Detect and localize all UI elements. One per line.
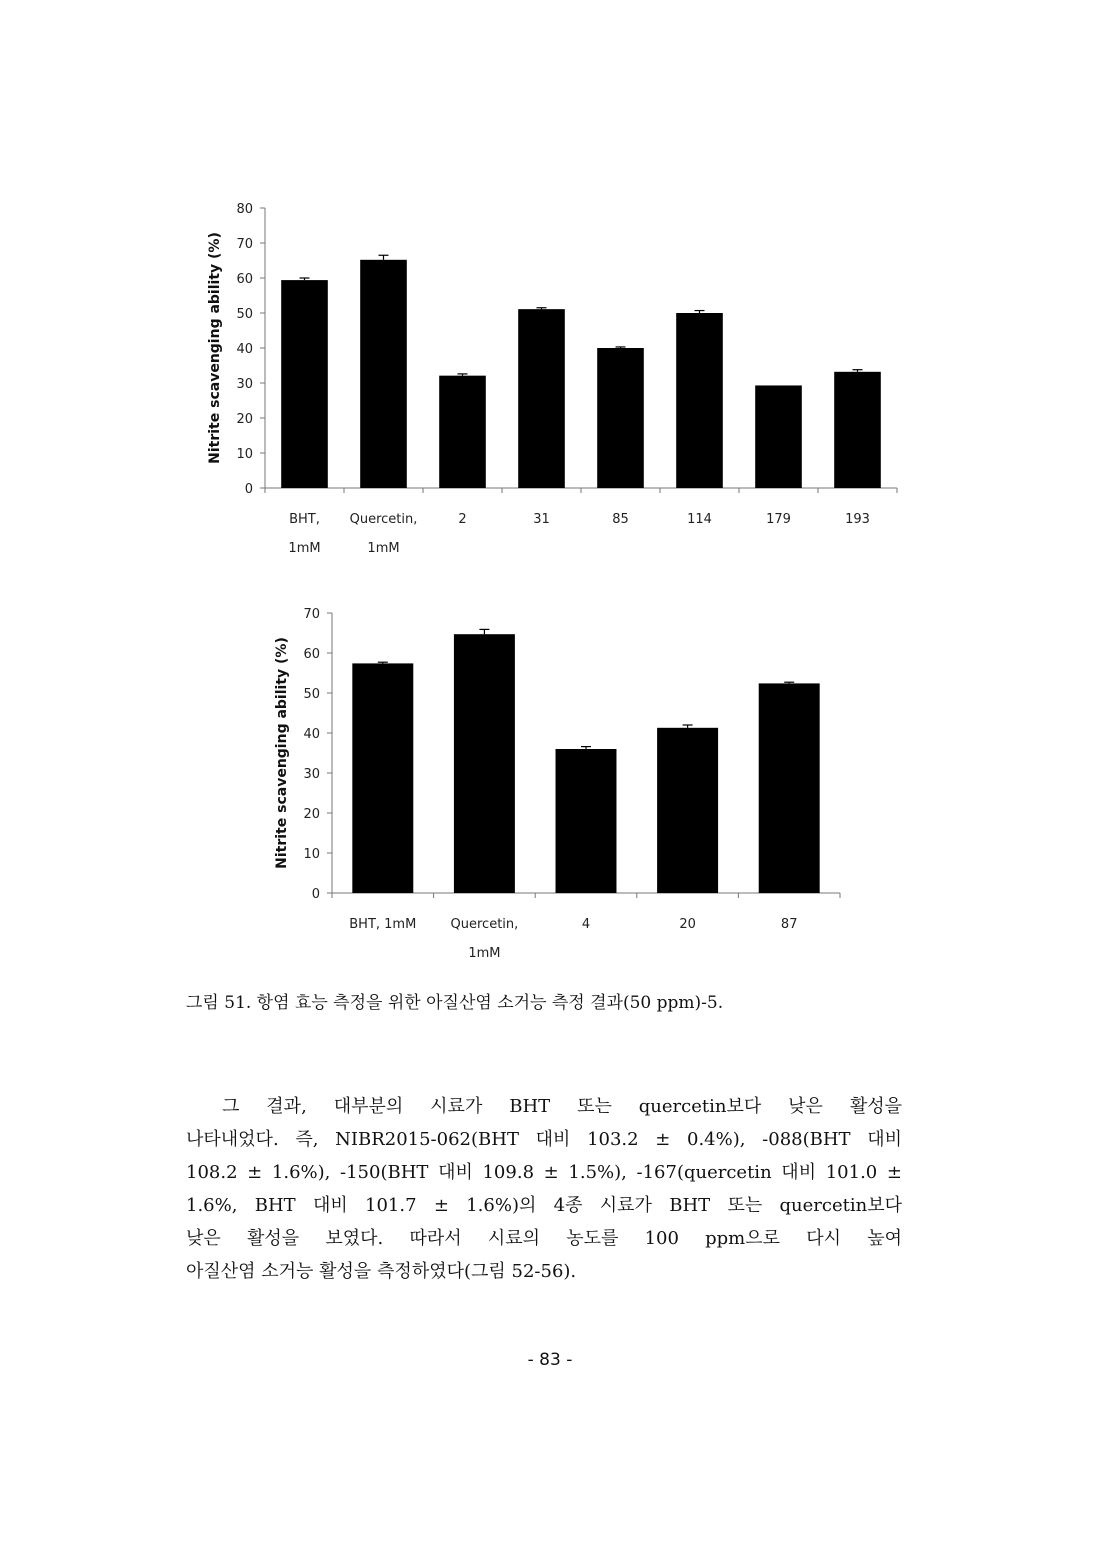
x-tick-label: Quercetin, — [349, 512, 418, 527]
x-tick-label: 2 — [458, 512, 467, 527]
bar — [352, 663, 413, 893]
y-tick-label: 60 — [303, 647, 320, 662]
y-axis-title: Nitrite scavenging ability (%) — [274, 637, 290, 869]
x-tick-label: BHT, 1mM — [349, 917, 417, 932]
y-tick-label: 80 — [236, 202, 253, 217]
bar — [281, 280, 328, 488]
bar-chart-1-svg — [195, 190, 905, 560]
y-tick-label: 20 — [303, 807, 320, 822]
x-tick-label: 31 — [533, 512, 550, 527]
bar — [518, 309, 565, 488]
bar — [676, 313, 723, 488]
bar — [360, 260, 407, 488]
paragraph-line: 낮은 활성을 보였다. 따라서 시료의 농도를 100 ppm으로 다시 높여 — [186, 1228, 902, 1249]
y-tick-label: 50 — [236, 307, 253, 322]
x-tick-label: 1mM — [468, 946, 501, 961]
y-tick-label: 60 — [236, 272, 253, 287]
y-axis-title: Nitrite scavenging ability (%) — [207, 232, 223, 464]
x-tick-label: 87 — [780, 917, 798, 932]
x-tick-label: 4 — [581, 917, 591, 932]
body-paragraph — [186, 1090, 902, 1288]
y-tick-label: 50 — [303, 687, 320, 702]
bar — [439, 376, 486, 488]
y-tick-label: 70 — [303, 607, 320, 622]
x-tick-label: 1mM — [367, 541, 400, 556]
bar-chart-2 — [262, 596, 847, 970]
y-tick-label: 0 — [311, 887, 320, 902]
y-tick-label: 20 — [236, 412, 253, 427]
y-tick-label: 40 — [303, 727, 320, 742]
paragraph-line: 나타내었다. 즉, NIBR2015-062(BHT 대비 103.2 ± 0.4%), -088(BHT 대비 — [186, 1129, 902, 1150]
x-tick-label: 85 — [612, 512, 629, 527]
bar-chart-2-svg — [262, 596, 847, 966]
y-tick-label: 10 — [236, 447, 253, 462]
y-tick-label: 30 — [303, 767, 320, 782]
x-tick-label: BHT, — [289, 512, 320, 527]
figure-caption: 그림 51. 항염 효능 측정을 위한 아질산염 소거능 측정 결과(50 ppm)-5. — [186, 993, 724, 1013]
paragraph-line: 아질산염 소거능 활성을 측정하였다(그림 52-56). — [186, 1261, 577, 1282]
y-tick-label: 0 — [244, 482, 253, 497]
x-tick-label: Quercetin, — [450, 917, 519, 932]
paragraph-line: 그 결과, 대부분의 시료가 BHT 또는 quercetin보다 낮은 활성을 — [222, 1096, 902, 1117]
y-tick-label: 10 — [303, 847, 320, 862]
page-number: - 83 - — [527, 1350, 573, 1370]
bar — [657, 728, 718, 893]
paragraph-line: 108.2 ± 1.6%), -150(BHT 대비 109.8 ± 1.5%), -167(quercetin 대비 101.0 ± — [186, 1162, 902, 1183]
x-tick-label: 193 — [845, 512, 870, 527]
bar — [834, 372, 881, 488]
bar — [759, 683, 820, 893]
bar — [556, 749, 617, 893]
x-tick-label: 1mM — [288, 541, 321, 556]
x-tick-label: 179 — [766, 512, 791, 527]
bar — [755, 385, 802, 488]
x-tick-label: 20 — [679, 917, 696, 932]
paragraph-line: 1.6%, BHT 대비 101.7 ± 1.6%)의 4종 시료가 BHT 또는 quercetin보다 — [186, 1195, 902, 1216]
y-tick-label: 70 — [236, 237, 253, 252]
y-tick-label: 40 — [236, 342, 253, 357]
y-tick-label: 30 — [236, 377, 253, 392]
bar — [454, 634, 515, 893]
bar-chart-1 — [195, 190, 905, 564]
bar — [597, 348, 644, 488]
x-tick-label: 114 — [687, 512, 712, 527]
